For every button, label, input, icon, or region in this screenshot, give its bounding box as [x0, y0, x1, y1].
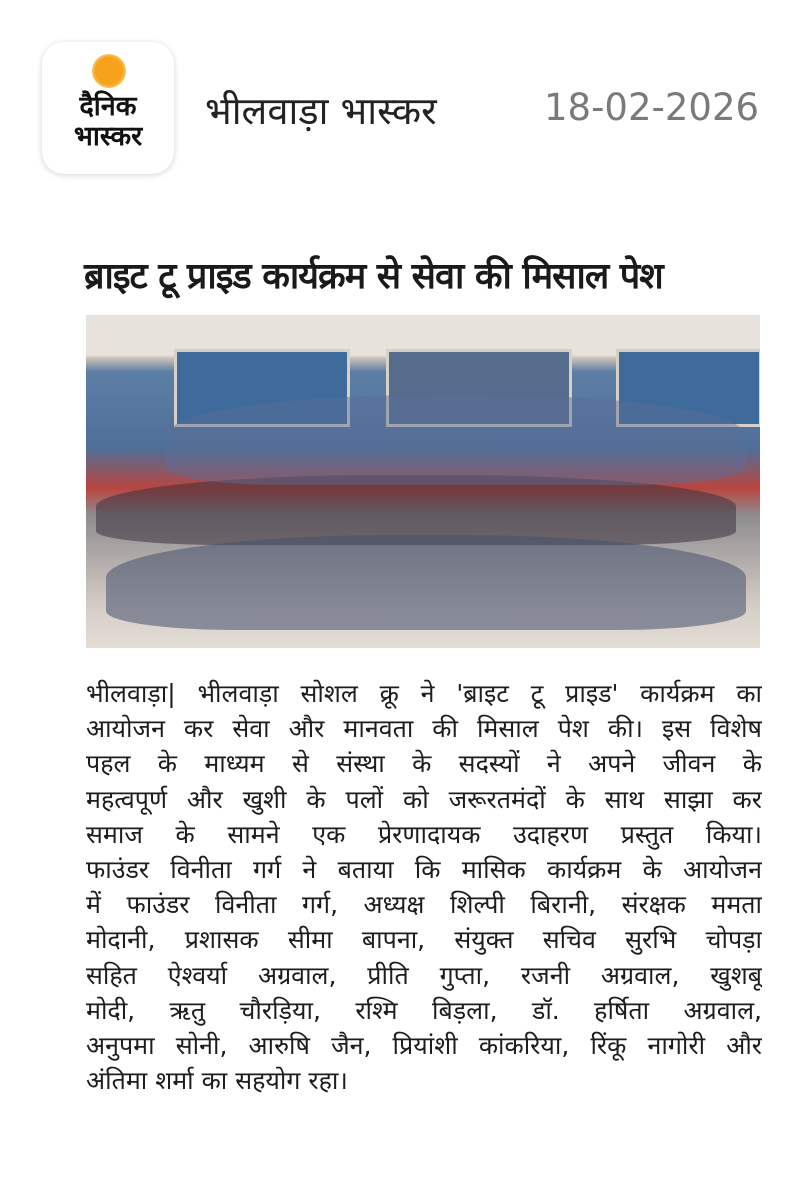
body-line: महत्वपूर्ण और खुशी के पलों को जरूरतमंदों के साथ साझा कर	[86, 784, 762, 814]
article-body	[86, 676, 762, 1098]
logo-text-line1: दैनिक	[79, 91, 137, 122]
body-line: पहल के माध्यम से संस्था के सदस्यों ने अपने जीवन के	[86, 749, 762, 779]
body-line: आयोजन कर सेवा और मानवता की मिसाल पेश की। इस विशेष	[86, 714, 762, 744]
body-line: फाउंडर विनीता गर्ग ने बताया कि मासिक कार्यक्रम के आयोजन	[86, 854, 762, 884]
group-photo	[86, 315, 760, 648]
body-line: समाज के सामने एक प्रेरणादायक उदाहरण प्रस्तुत किया।	[86, 819, 762, 849]
logo-text-line2: भास्कर	[73, 121, 143, 152]
body-line: में फाउंडर विनीता गर्ग, अध्यक्ष शिल्पी बिरानी, संरक्षक ममता	[86, 890, 762, 920]
body-line: सहित ऐश्वर्या अग्रवाल, प्रीति गुप्ता, रजनी अग्रवाल, खुशबू	[86, 960, 762, 990]
publication-date: 18-02-2026	[544, 86, 760, 129]
sun-icon	[92, 54, 126, 88]
body-line: मोदानी, प्रशासक सीमा बापना, संयुक्त सचिव सुरभि चोपड़ा	[86, 925, 762, 955]
dainik-bhaskar-logo[interactable]	[42, 42, 174, 174]
article-headline: ब्राइट टू प्राइड कार्यक्रम से सेवा की मिसाल पेश	[84, 256, 663, 297]
body-line: भीलवाड़ा| भीलवाड़ा सोशल क्रू ने 'ब्राइट टू प्राइड' कार्यक्रम का	[86, 679, 762, 708]
body-line: मोदी, ऋतु चौरड़िया, रश्मि बिड़ला, डॉ. हर्षिता अग्रवाल,	[86, 995, 762, 1025]
body-line: अंतिमा शर्मा का सहयोग रहा।	[86, 1066, 348, 1096]
body-line: अनुपमा सोनी, आरुषि जैन, प्रियांशी कांकरिया, रिंकू नागोरी और	[86, 1030, 762, 1060]
publication-name: भीलवाड़ा भास्कर	[205, 89, 437, 133]
